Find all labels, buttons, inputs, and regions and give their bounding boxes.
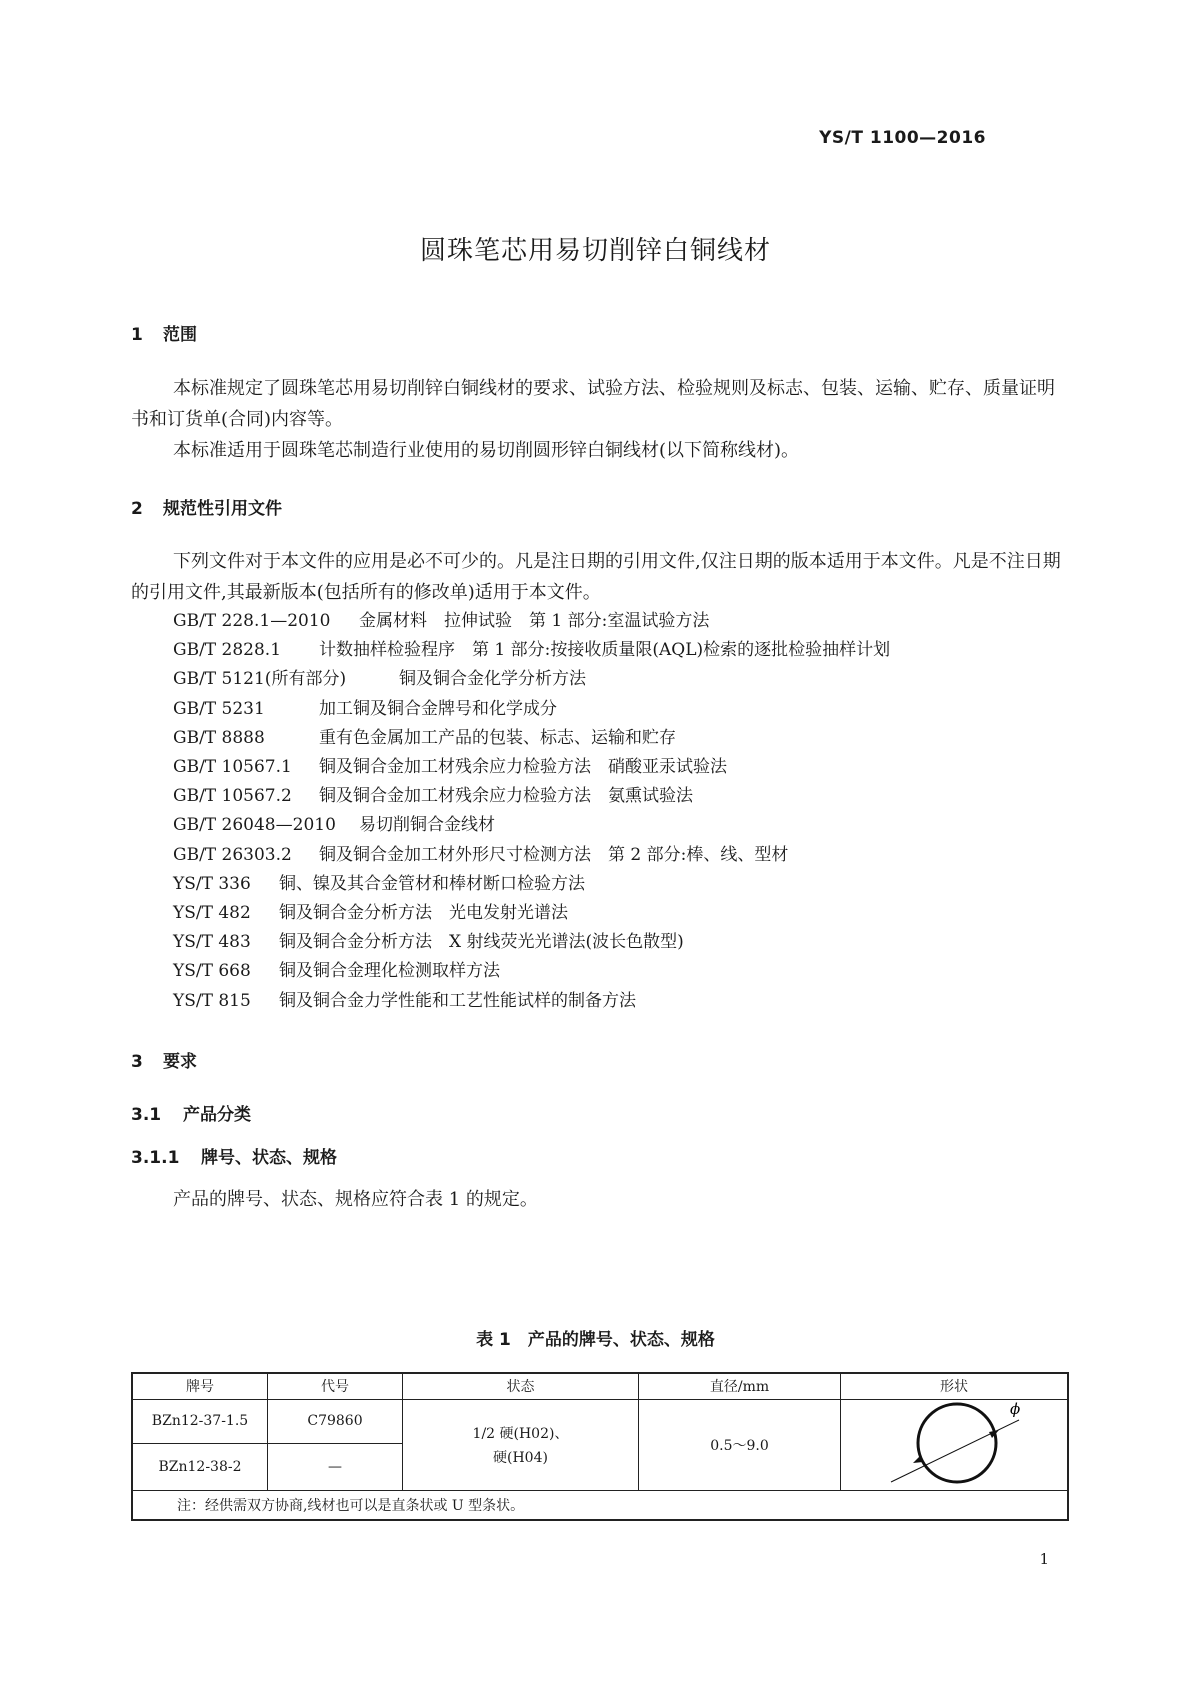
section-3-1-heading: [131, 1100, 251, 1125]
header-state: 状态: [403, 1373, 639, 1399]
reference-item: [173, 898, 568, 923]
state-line-2: 硬(H04): [493, 1449, 548, 1466]
header-shape: 形状: [841, 1373, 1069, 1399]
diameter-line: [891, 1420, 1019, 1482]
page-number: 1: [1039, 1550, 1049, 1568]
reference-title: 铜、镍及其合金管材和棒材断口检验方法: [279, 873, 585, 894]
reference-code: GB/T 26048—2010: [173, 815, 336, 836]
cell-shape: [841, 1399, 1069, 1490]
section-number: 2: [131, 499, 143, 519]
cell-grade: BZn12-37-1.5: [132, 1399, 268, 1443]
cell-grade: BZn12-38-2: [132, 1443, 268, 1490]
section-3-1-1-heading: [131, 1143, 337, 1168]
section-title: 范围: [163, 325, 197, 345]
section-number: 3.1.1: [131, 1148, 180, 1168]
section-title: 要求: [163, 1052, 197, 1072]
reference-title: 金属材料 拉伸试验 第 1 部分:室温试验方法: [359, 611, 710, 631]
reference-item: [173, 635, 890, 660]
reference-item: [173, 840, 788, 865]
reference-item: [173, 752, 727, 777]
reference-item: [173, 927, 684, 952]
reference-title: 铜及铜合金分析方法 光电发射光谱法: [279, 903, 568, 923]
round-wire-cross-section-diagram: [879, 1400, 1029, 1486]
reference-code: GB/T 228.1—2010: [173, 611, 331, 631]
reference-item: [173, 606, 709, 631]
reference-title: 计数抽样检验程序 第 1 部分:按接收质量限(AQL)检索的逐批检验抽样计划: [319, 640, 891, 661]
reference-code: YS/T 482: [173, 903, 251, 923]
section-number: 1: [131, 325, 143, 345]
reference-code: YS/T 668: [173, 961, 251, 982]
section-3-1-1-paragraph: 产品的牌号、状态、规格应符合表 1 的规定。: [173, 1189, 538, 1210]
reference-title: 铜及铜合金分析方法 X 射线荧光光谱法(波长色散型): [279, 932, 684, 953]
reference-code: YS/T 815: [173, 990, 251, 1011]
reference-code: GB/T 26303.2: [173, 844, 292, 865]
section-2-paragraph: 下列文件对于本文件的应用是必不可少的。凡是注日期的引用文件,仅注日期的版本适用于本文件。凡是不注日期的引用文件,其最新版本(包括所有的修改单)适用于本文件。: [131, 551, 1061, 603]
reference-title: 易切削铜合金线材: [359, 815, 495, 836]
table-note: 注：经供需双方协商,线材也可以是直条状或 U 型条状。: [132, 1490, 1068, 1520]
reference-item: [173, 986, 636, 1011]
section-title: 规范性引用文件: [163, 499, 282, 519]
section-number: 3.1: [131, 1105, 162, 1125]
header-code: 代号: [268, 1373, 403, 1399]
section-title: 牌号、状态、规格: [201, 1148, 337, 1168]
reference-code: GB/T 5121(所有部分): [173, 669, 347, 690]
reference-code: GB/T 8888: [173, 727, 265, 748]
state-line-1: 1/2 硬(H02)、: [472, 1425, 569, 1442]
reference-item: [173, 956, 500, 981]
cell-code: —: [268, 1443, 403, 1490]
section-3-heading: [131, 1047, 197, 1072]
reference-item: [173, 694, 557, 719]
reference-code: YS/T 483: [173, 932, 251, 953]
reference-code: GB/T 5231: [173, 698, 265, 719]
reference-item: [173, 781, 693, 806]
document-title: 圆珠笔芯用易切削锌白铜线材: [419, 236, 771, 266]
reference-item: [173, 664, 586, 689]
reference-title: 铜及铜合金理化检测取样方法: [279, 961, 500, 982]
reference-code: GB/T 2828.1: [173, 640, 282, 661]
reference-title: 铜及铜合金力学性能和工艺性能试样的制备方法: [279, 990, 636, 1011]
table-1-caption: 表 1 产品的牌号、状态、规格: [476, 1330, 715, 1350]
reference-code: YS/T 336: [173, 873, 251, 894]
reference-code: GB/T 10567.1: [173, 757, 292, 777]
section-title: 产品分类: [183, 1105, 251, 1125]
reference-item: [173, 869, 585, 894]
standard-number: YS/T 1100—2016: [819, 128, 986, 148]
table-header-row: [132, 1373, 1068, 1399]
section-1-paragraph-2: 本标准适用于圆珠笔芯制造行业使用的易切削圆形锌白铜线材(以下简称线材)。: [173, 440, 800, 461]
reference-title: 铜及铜合金加工材外形尺寸检测方法 第 2 部分:棒、线、型材: [319, 844, 789, 865]
reference-title: 加工铜及铜合金牌号和化学成分: [319, 698, 557, 719]
reference-title: 重有色金属加工产品的包装、标志、运输和贮存: [319, 727, 676, 748]
wire-cross-section-circle: [918, 1404, 996, 1482]
reference-item: [173, 723, 676, 748]
section-1-paragraph-1: 本标准规定了圆珠笔芯用易切削锌白铜线材的要求、试验方法、检验规则及标志、包装、运输、贮存、质量证明书和订货单(合同)内容等。: [131, 378, 1055, 430]
table-1: [131, 1372, 1069, 1521]
diameter-symbol: ϕ: [1010, 1399, 1021, 1418]
section-2-heading: [131, 494, 282, 519]
cell-diameter: 0.5～9.0: [639, 1399, 841, 1490]
reference-code: GB/T 10567.2: [173, 786, 292, 807]
cell-code: C79860: [268, 1399, 403, 1443]
section-number: 3: [131, 1052, 143, 1072]
table-row: [132, 1399, 1068, 1443]
reference-title: 铜及铜合金加工材残余应力检验方法 氨熏试验法: [319, 786, 693, 807]
table-note-row: [132, 1490, 1068, 1520]
header-diameter: 直径/mm: [639, 1373, 841, 1399]
cell-state: [403, 1399, 639, 1490]
reference-title: 铜及铜合金加工材残余应力检验方法 硝酸亚汞试验法: [319, 757, 727, 777]
reference-title: 铜及铜合金化学分析方法: [399, 669, 586, 690]
reference-item: [173, 810, 495, 835]
section-1-heading: [131, 320, 197, 345]
header-grade: 牌号: [132, 1373, 268, 1399]
